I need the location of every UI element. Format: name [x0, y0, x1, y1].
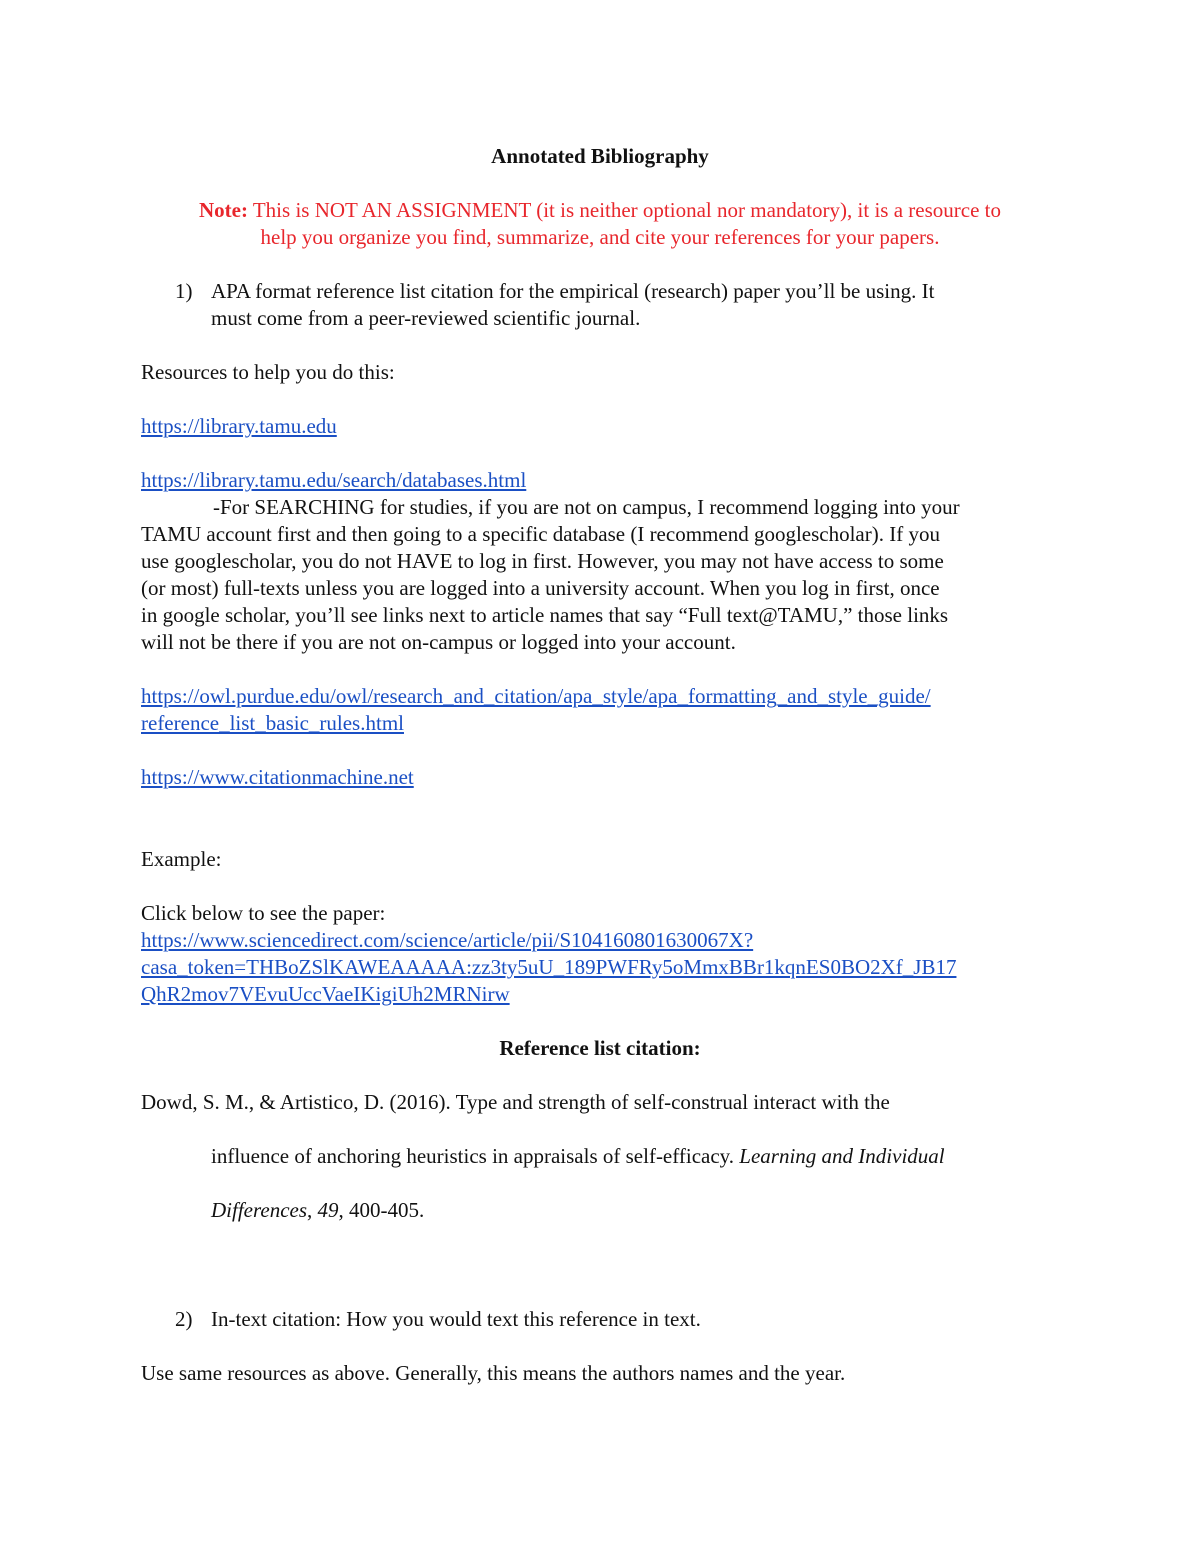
item-2-number: 2) — [175, 1307, 193, 1331]
reference-heading: Reference list citation: — [499, 1036, 701, 1060]
page-title: Annotated Bibliography — [491, 144, 709, 168]
sciencedirect-link-cont[interactable]: casa_token=THBoZSlKAWEAAAAA:zz3ty5uU_189PWFRy5oMmxBBr1kqnES0BO2Xf_JB17 — [141, 955, 957, 979]
sciencedirect-link-cont[interactable]: QhR2mov7VEvuUccVaeIKigiUh2MRNirw — [141, 982, 510, 1006]
note-label: Note: — [199, 198, 248, 222]
note-text-1: This is NOT AN ASSIGNMENT (it is neither optional nor mandatory), it is a resource to — [252, 198, 1001, 222]
citation-separator: , — [307, 1198, 318, 1222]
citation-text: influence of anchoring heuristics in appraisals of self-efficacy. — [211, 1144, 740, 1168]
library-link[interactable]: https://library.tamu.edu — [141, 414, 337, 438]
item-1-line-2: must come from a peer-reviewed scientific journal. — [211, 306, 641, 330]
searching-line: -For SEARCHING for studies, if you are not on campus, I recommend logging into your — [213, 495, 960, 519]
citationmachine-link[interactable]: https://www.citationmachine.net — [141, 765, 414, 789]
click-below-text: Click below to see the paper: — [141, 901, 386, 925]
item-1-line-1: APA format reference list citation for the empirical (research) paper you’ll be using. It — [211, 279, 935, 303]
citation-line-3 — [211, 1197, 424, 1224]
journal-volume: 49 — [317, 1198, 339, 1222]
citation-pages: , 400-405. — [338, 1198, 425, 1222]
journal-title-cont: Differences — [211, 1198, 308, 1222]
journal-title: Learning and Individual — [739, 1144, 945, 1168]
purdue-owl-link-cont[interactable]: reference_list_basic_rules.html — [141, 711, 404, 735]
searching-line: TAMU account first and then going to a specific database (I recommend googlescholar). If you — [141, 522, 940, 546]
searching-line: in google scholar, you’ll see links next to article names that say “Full text@TAMU,” those links — [141, 603, 949, 627]
citation-line-1: Dowd, S. M., & Artistico, D. (2016). Type and strength of self-construal interact with the — [141, 1090, 890, 1114]
searching-line: will not be there if you are not on-campus or logged into your account. — [141, 630, 736, 654]
searching-line: use googlescholar, you do not HAVE to log in first. However, you may not have access to some — [141, 549, 944, 573]
note-line-1 — [0, 197, 1200, 224]
databases-link[interactable]: https://library.tamu.edu/search/databases.html — [141, 468, 527, 492]
closing-text: Use same resources as above. Generally, this means the authors names and the year. — [141, 1361, 846, 1385]
item-2-text: In-text citation: How you would text this reference in text. — [211, 1307, 701, 1331]
note-line-2: help you organize you find, summarize, and cite your references for your papers. — [260, 225, 940, 249]
sciencedirect-link[interactable]: https://www.sciencedirect.com/science/article/pii/S104160801630067X? — [141, 928, 754, 952]
citation-line-2 — [211, 1143, 945, 1170]
item-1-number: 1) — [175, 279, 193, 303]
example-label: Example: — [141, 847, 222, 871]
searching-line: (or most) full-texts unless you are logged into a university account. When you log in first, once — [141, 576, 940, 600]
resources-intro: Resources to help you do this: — [141, 360, 395, 384]
purdue-owl-link[interactable]: https://owl.purdue.edu/owl/research_and_citation/apa_style/apa_formatting_and_style_guide/ — [141, 684, 931, 708]
